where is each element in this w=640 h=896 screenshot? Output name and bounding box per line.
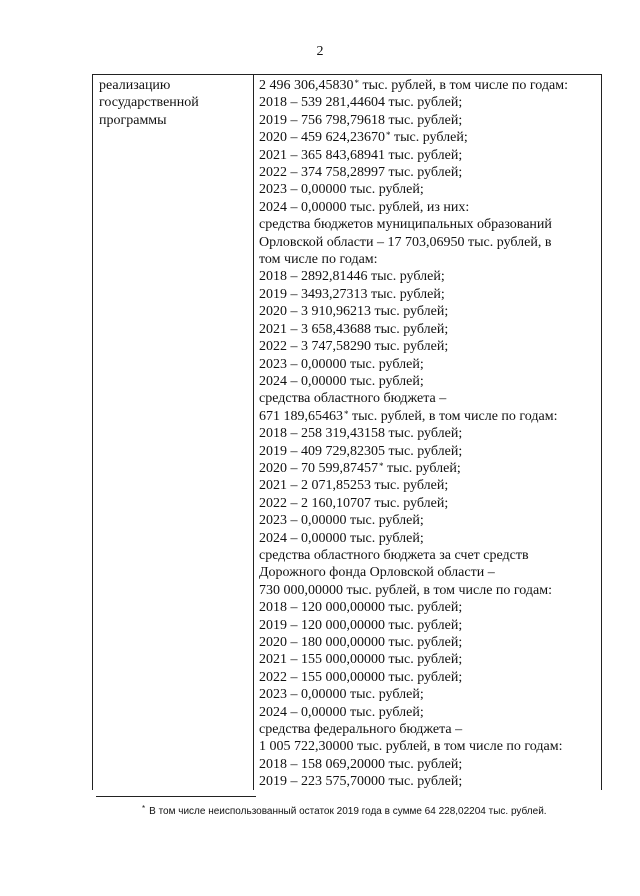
funding-line-text: 2024 – 0,00000 тыс. рублей, из них:: [259, 199, 470, 215]
funding-line: [259, 617, 601, 634]
row-label-line: программы: [99, 112, 167, 128]
funding-line-text: 730 000,00000 тыс. рублей, в том числе по годам:: [259, 582, 552, 598]
funding-line: [259, 147, 601, 164]
funding-line-text: 2023 – 0,00000 тыс. рублей;: [259, 513, 424, 529]
funding-line-text: 2 496 306,45830: [259, 78, 354, 93]
funding-line-text: 2023 – 0,00000 тыс. рублей;: [259, 182, 424, 198]
footnote-mark: *: [142, 804, 146, 813]
funding-line-text: 2021 – 365 843,68941 тыс. рублей;: [259, 147, 463, 163]
funding-line-text: 2022 – 2 160,10707 тыс. рублей;: [259, 495, 449, 511]
funding-line-text: 2020 – 3 910,96213 тыс. рублей;: [259, 304, 449, 320]
funding-line-text: средства бюджетов муниципальных образований: [259, 217, 552, 233]
funding-line: [259, 408, 601, 425]
funding-line-text: 2022 – 3 747,58290 тыс. рублей;: [259, 339, 449, 355]
funding-line-text: 2021 – 3 658,43688 тыс. рублей;: [259, 321, 449, 337]
funding-line: [259, 530, 601, 547]
funding-details-cell: [259, 77, 601, 791]
funding-line-text: 2021 – 2 071,85253 тыс. рублей;: [259, 478, 449, 494]
footnote-reference-mark: *: [379, 460, 384, 471]
funding-line: [259, 564, 601, 581]
funding-line: [259, 216, 601, 233]
funding-line-text: 2023 – 0,00000 тыс. рублей;: [259, 356, 424, 372]
row-label-line: государственной: [99, 95, 199, 111]
funding-line: [259, 112, 601, 129]
row-label-cell: [99, 77, 249, 129]
funding-line: [259, 512, 601, 529]
footnote-separator: [96, 796, 256, 797]
funding-line-text: 2018 – 2892,81446 тыс. рублей;: [259, 269, 445, 285]
funding-line: [259, 268, 601, 285]
funding-line-text: средства областного бюджета за счет средств: [259, 547, 529, 563]
funding-line: [259, 356, 601, 373]
footnote-reference-mark: *: [354, 78, 359, 88]
page-number: 2: [316, 44, 324, 59]
funding-line-suffix: тыс. рублей;: [390, 130, 468, 146]
funding-line-text: 2020 – 70 599,87457: [259, 460, 378, 476]
funding-line-text: 2021 – 155 000,00000 тыс. рублей;: [259, 652, 463, 668]
funding-line: [259, 686, 601, 703]
funding-line-text: 2018 – 120 000,00000 тыс. рублей;: [259, 600, 463, 616]
footnote-text: В том числе неиспользованный остаток 2019 года в сумме 64 228,02204 тыс. рублей.: [149, 806, 547, 817]
funding-line: [259, 495, 601, 512]
funding-line-text: средства федерального бюджета –: [259, 722, 463, 738]
funding-line: [259, 77, 601, 94]
footnote-reference-mark: *: [386, 130, 391, 141]
funding-line: [259, 547, 601, 564]
funding-line: [259, 390, 601, 407]
funding-line: [259, 651, 601, 668]
footnote: [142, 806, 612, 817]
funding-line: [259, 721, 601, 738]
funding-line: [259, 181, 601, 198]
funding-line-text: 2019 – 120 000,00000 тыс. рублей;: [259, 617, 463, 633]
funding-line-text: 1 005 722,30000 тыс. рублей, в том числе по годам:: [259, 739, 563, 755]
funding-line: [259, 164, 601, 181]
funding-line-text: 2023 – 0,00000 тыс. рублей;: [259, 687, 424, 703]
funding-line: [259, 321, 601, 338]
funding-line: [259, 773, 601, 790]
funding-line-text: 2024 – 0,00000 тыс. рублей;: [259, 530, 424, 546]
funding-line: [259, 129, 601, 146]
funding-line: [259, 234, 601, 251]
row-label-line: реализацию: [99, 78, 171, 93]
funding-line: [259, 443, 601, 460]
funding-line-suffix: тыс. рублей;: [383, 460, 461, 476]
funding-line-text: 2022 – 374 758,28997 тыс. рублей;: [259, 165, 463, 181]
funding-line-text: 671 189,65463: [259, 408, 343, 424]
funding-line-text: 2022 – 155 000,00000 тыс. рублей;: [259, 669, 463, 685]
funding-line: [259, 756, 601, 773]
funding-line-text: 2020 – 459 624,23670: [259, 130, 385, 146]
funding-line-text: 2024 – 0,00000 тыс. рублей;: [259, 373, 424, 389]
funding-line: [259, 477, 601, 494]
program-funding-table: [92, 74, 602, 790]
funding-line: [259, 94, 601, 111]
funding-line: [259, 460, 601, 477]
funding-line: [259, 704, 601, 721]
funding-line: [259, 425, 601, 442]
funding-line: [259, 338, 601, 355]
funding-line: [259, 634, 601, 651]
funding-line-text: 2018 – 539 281,44604 тыс. рублей;: [259, 95, 463, 111]
funding-line: [259, 251, 601, 268]
funding-line-text: 2019 – 223 575,70000 тыс. рублей;: [259, 774, 463, 790]
funding-line-text: 2019 – 3493,27313 тыс. рублей;: [259, 286, 445, 302]
funding-line-text: 2018 – 158 069,20000 тыс. рублей;: [259, 756, 463, 772]
funding-line: [259, 669, 601, 686]
funding-line: [259, 599, 601, 616]
funding-line-text: Дорожного фонда Орловской области –: [259, 565, 495, 581]
funding-line: [259, 303, 601, 320]
funding-line: [259, 738, 601, 755]
funding-line: [259, 373, 601, 390]
funding-line-text: 2020 – 180 000,00000 тыс. рублей;: [259, 635, 463, 650]
funding-line-text: средства областного бюджета –: [259, 391, 447, 407]
funding-line-text: 2024 – 0,00000 тыс. рублей;: [259, 704, 424, 720]
funding-line: [259, 199, 601, 216]
funding-line-text: 2019 – 756 798,79618 тыс. рублей;: [259, 112, 463, 128]
funding-line-suffix: тыс. рублей, в том числе по годам:: [359, 78, 568, 93]
footnote-reference-mark: *: [344, 408, 349, 419]
column-divider: [253, 75, 254, 790]
funding-line: [259, 286, 601, 303]
funding-line-text: Орловской области – 17 703,06950 тыс. рублей, в: [259, 234, 552, 250]
funding-line-suffix: тыс. рублей, в том числе по годам:: [348, 408, 558, 424]
funding-line-text: том числе по годам:: [259, 252, 378, 268]
funding-line: [259, 582, 601, 599]
funding-line-text: 2018 – 258 319,43158 тыс. рублей;: [259, 426, 463, 442]
funding-line-text: 2019 – 409 729,82305 тыс. рублей;: [259, 443, 463, 459]
